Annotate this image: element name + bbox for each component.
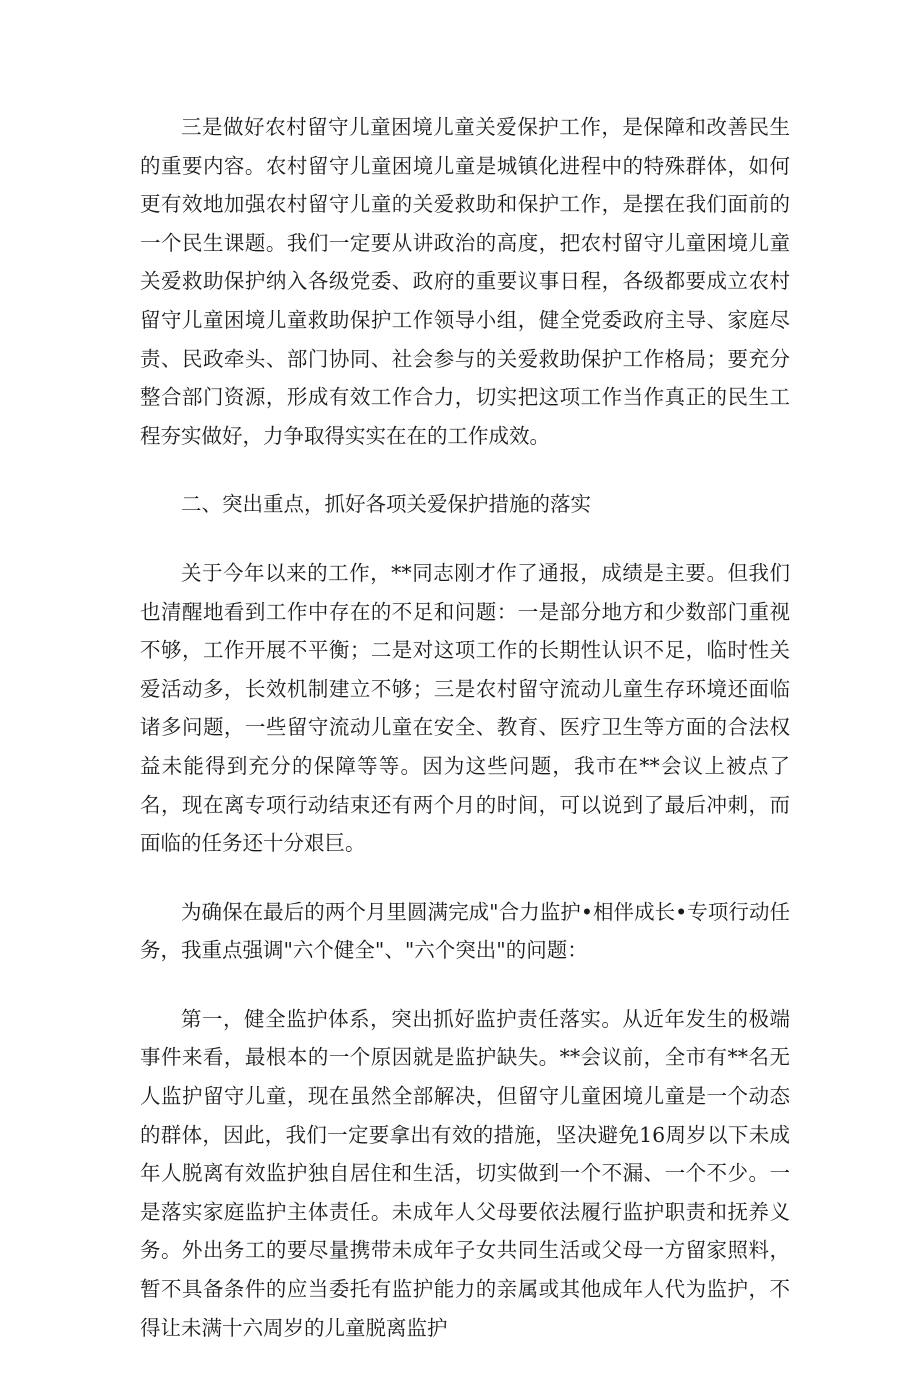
paragraph-guardianship-system: 第一，健全监护体系，突出抓好监护责任落实。从近年发生的极端事件来看，最根本的一个原因就是监护缺失。**会议前，全市有**名无人监护留守儿童，现在虽然全部解决，但留守儿童困境儿童是一个动态的群体，因此，我们一定要拿出有效的措施，坚决避免16周岁以下未成年人脱离有效监护独自居住和生活，切实做到一个不漏、一个不少。一是落实家庭监护主体责任。未成年人父母要依法履行监护职责和抚养义务。外出务工的要尽量携带未成年子女共同生活或父母一方留家照料，暂不具备条件的应当委托有监护能力的亲属或其他成年人代为监护，不得让未满十六周岁的儿童脱离监护 <box>140 1006 790 1340</box>
document-body <box>140 108 790 1377</box>
paragraph-work-review: 关于今年以来的工作，**同志刚才作了通报，成绩是主要。但我们也清醒地看到工作中存在的不足和问题：一是部分地方和少数部门重视不够，工作开展不平衡；二是对这项工作的长期性认识不足，临时性关爱活动多，长效机制建立不够；三是农村留守流动儿童生存环境还面临诸多问题，一些留守流动儿童在安全、教育、医疗卫生等方面的合法权益未能得到充分的保障等等。因为这些问题，我市在**会议上被点了名，现在离专项行动结束还有两个月的时间，可以说到了最后冲刺，而面临的任务还十分艰巨。 <box>140 560 790 856</box>
section-heading-key-measures: 二、突出重点，抓好各项关爱保护措施的落实 <box>181 492 591 517</box>
paragraph-child-protection-livelihood: 三是做好农村留守儿童困境儿童关爱保护工作，是保障和改善民生的重要内容。农村留守儿童困境儿童是城镇化进程中的特殊群体，如何更有效地加强农村留守儿童的关爱救助和保护工作，是摆在我们面前的一个民生课题。我们一定要从讲政治的高度，把农村留守儿童困境儿童关爱救助保护纳入各级党委、政府的重要议事日程，各级都要成立农村留守儿童困境儿童救助保护工作领导小组，健全党委政府主导、家庭尽责、民政牵头、部门协同、社会参与的关爱救助保护工作格局；要充分整合部门资源，形成有效工作合力，切实把这项工作当作真正的民生工程夯实做好，力争取得实实在在的工作成效。 <box>140 115 790 448</box>
paragraph-six-emphases: 为确保在最后的两个月里圆满完成"合力监护•相伴成长•专项行动任务，我重点强调"六个健全"、"六个突出"的问题： <box>140 899 790 963</box>
